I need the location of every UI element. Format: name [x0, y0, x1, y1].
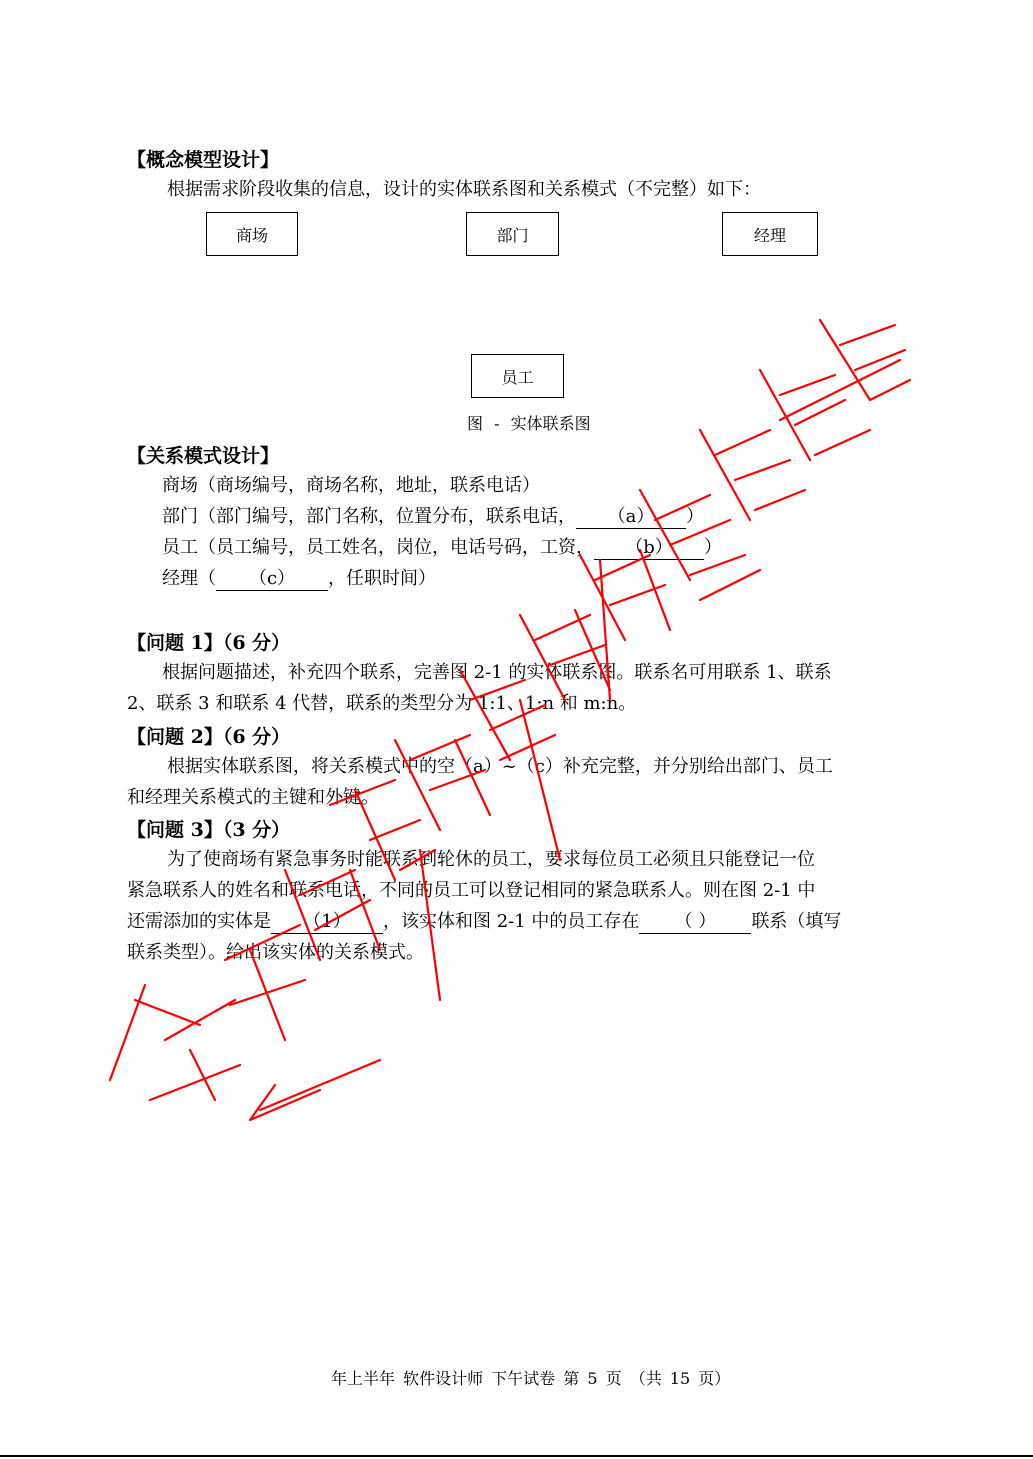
q1-line2: 2、联系 3 和联系 4 代替，联系的类型分为 1:1、1:n 和 m:n。: [127, 693, 637, 714]
q2-line1: 根据实体联系图，将关系模式中的空（a）~（c）补充完整，并分别给出部门、员工: [167, 756, 833, 777]
q1-line1: 根据问题描述，补充四个联系，完善图 2-1 的实体联系图。联系名可用联系 1、联系: [162, 662, 832, 683]
q3-line1: 为了使商场有紧急事务时能联系到轮休的员工，要求每位员工必须且只能登记一位: [167, 849, 815, 870]
q3-line4: 联系类型）。给出该实体的关系模式。: [127, 942, 424, 963]
mall-schema: 商场（商场编号，商场名称，地址，联系电话）: [162, 475, 540, 496]
mgr-schema-prefix: 经理（: [162, 568, 216, 589]
q2-line2: 和经理关系模式的主键和外键。: [127, 787, 379, 808]
mgr-blank: （c）: [216, 568, 328, 591]
entity-manager: [722, 212, 818, 256]
figure-caption: 图 - 实体联系图: [467, 414, 591, 433]
mgr-schema-suffix: ，任职时间）: [328, 568, 436, 589]
mgr-schema: [162, 563, 436, 594]
q3-line3-b: ，该实体和图 2-1 中的员工存在: [383, 911, 640, 932]
dept-schema-prefix: 部门（部门编号，部门名称，位置分布，联系电话，: [162, 506, 576, 527]
q3-blank2: （ ）: [639, 911, 751, 934]
watermark-strokes: [110, 320, 910, 1120]
page-footer: 年上半年 软件设计师 下午试卷 第 5 页 （共 15 页）: [331, 1369, 731, 1388]
relation-heading: 【关系模式设计】: [127, 445, 280, 467]
q3-line3-a: 还需添加的实体是: [127, 911, 271, 932]
emp-schema-suffix: ）: [704, 537, 722, 558]
dept-schema: [162, 501, 704, 532]
emp-schema-prefix: 员工（员工编号，员工姓名，岗位，电话号码，工资，: [162, 537, 594, 558]
dept-blank: （a）: [576, 506, 686, 529]
entity-mall-label: 商场: [235, 225, 268, 245]
q3-line3-c: 联系（填写: [751, 911, 842, 932]
q3-blank1: （1）: [271, 911, 383, 934]
entity-department-label: 部门: [496, 225, 529, 245]
q2-heading: 【问题 2】（6 分）: [127, 726, 291, 748]
q3-line2: 紧急联系人的姓名和联系电话，不同的员工可以登记相同的紧急联系人。则在图 2-1 中: [127, 880, 816, 901]
concept-heading: 【概念模型设计】: [127, 149, 280, 171]
page-bottom-rule: [0, 1455, 1033, 1457]
concept-intro: 根据需求阶段收集的信息，设计的实体联系图和关系模式（不完整）如下：: [167, 179, 761, 200]
emp-schema: [162, 532, 722, 563]
dept-schema-suffix: ）: [686, 506, 704, 527]
entity-manager-label: 经理: [753, 225, 786, 245]
emp-blank: （b）: [594, 537, 704, 560]
entity-mall: [206, 212, 298, 256]
entity-employee: [471, 354, 564, 398]
entity-department: [466, 212, 559, 256]
q1-heading: 【问题 1】（6 分）: [127, 632, 291, 654]
entity-employee-label: 员工: [501, 367, 534, 387]
q3-line3: [127, 906, 841, 937]
q3-heading: 【问题 3】（3 分）: [127, 819, 291, 841]
